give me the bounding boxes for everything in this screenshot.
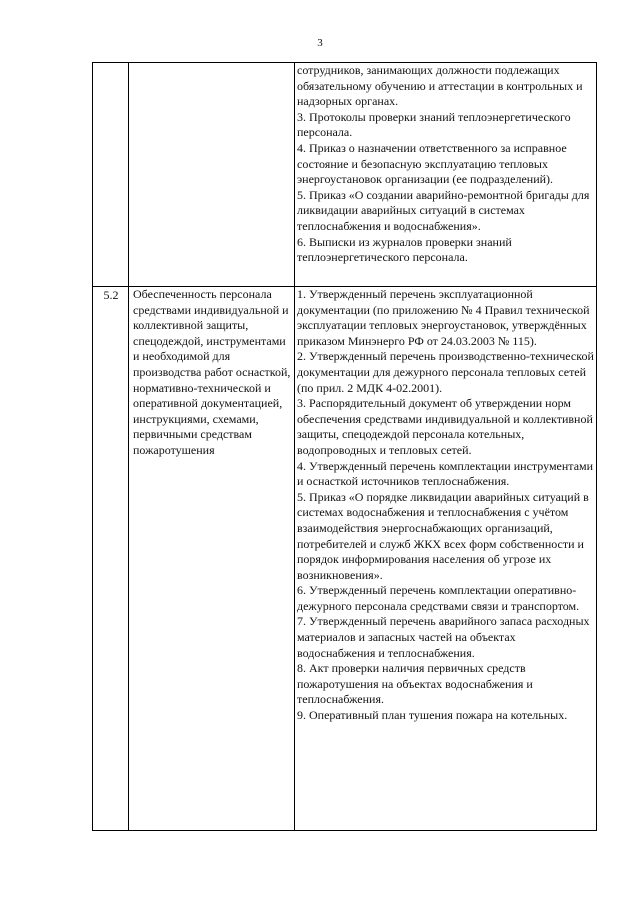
page-number: 3 <box>317 37 323 49</box>
document-item: 8. Акт проверки наличия первичных средств пожаротушения на объектах водоснабжения и теплоснабжения. <box>297 661 533 707</box>
table-row <box>93 63 597 287</box>
document-item: 4. Приказ о назначении ответственного за исправное состояние и безопасную эксплуатацию тепловых энергоустановок организации (ее подразделений). <box>297 140 567 187</box>
documents-list <box>297 63 595 266</box>
documents-cell <box>295 287 597 831</box>
table-row <box>93 287 597 831</box>
document-item: сотрудников, занимающих должности подлежащих обязательному обучению и аттестации в контрольных и надзорных органах. <box>297 63 583 109</box>
requirements-table <box>92 62 597 831</box>
item-number-cell <box>93 287 129 831</box>
document-item: 5. Приказ «О создании аварийно-ремонтной бригады для ликвидации аварийных ситуаций в системах теплоснабжения и водоснабжения». <box>297 187 590 233</box>
item-name-cell <box>129 63 295 287</box>
document-item: 6. Утвержденный перечень комплектации оперативно-дежурного персонала средствами связи и транспортом. <box>297 583 580 613</box>
item-name: Обеспеченность персонала средствами индивидуальной и коллективной защиты, спецодеждой, инструментами и необходимой для производства работ оснасткой, нормативно-технической и оперативной документацией, инструкциями, схемами, первичными средствам пожаротушения <box>133 287 291 457</box>
documents-list <box>297 287 595 724</box>
document-item: 5. Приказ «О порядке ликвидации аварийных ситуаций в системах водоснабжения и теплоснабжения с учётом взаимодействия энергоснабжающих организаций, потребителей и служб ЖКХ всех форм собственности и порядок информирования населения об угрозе их возникновения». <box>297 489 589 582</box>
document-item: 9. Оперативный план тушения пожара на котельных. <box>297 708 568 723</box>
document-item: 1. Утвержденный перечень эксплуатационной документации (по приложению № 4 Правил технической эксплуатации тепловых энергоустановок, утверждённых приказом Минэнерго РФ от 24.03.2003 № 115). <box>297 287 590 348</box>
document-item: 3. Распорядительный документ об утверждении норм обеспечения средствами индивидуальной и коллективной защиты, спецодеждой персонала котельных, водопроводных и тепловых сетей. <box>297 396 593 457</box>
document-item: 6. Выписки из журналов проверки знаний теплоэнергетического персонала. <box>297 234 512 265</box>
document-item: 3. Протоколы проверки знаний теплоэнергетического персонала. <box>297 109 571 140</box>
item-number-cell <box>93 63 129 287</box>
document-item: 4. Утвержденный перечень комплектации инструментами и оснасткой источников теплоснабжения. <box>297 458 594 489</box>
document-item: 7. Утвержденный перечень аварийного запаса расходных материалов и запасных частей на объектах водоснабжения и теплоснабжения. <box>297 614 590 660</box>
item-number: 5.2 <box>103 288 119 302</box>
item-name-cell <box>129 287 295 831</box>
document-item: 2. Утвержденный перечень производственно-технической документации для дежурного персонала тепловых сетей (по прил. 2 МДК 4-02.2001). <box>297 349 594 395</box>
documents-cell <box>295 63 597 287</box>
